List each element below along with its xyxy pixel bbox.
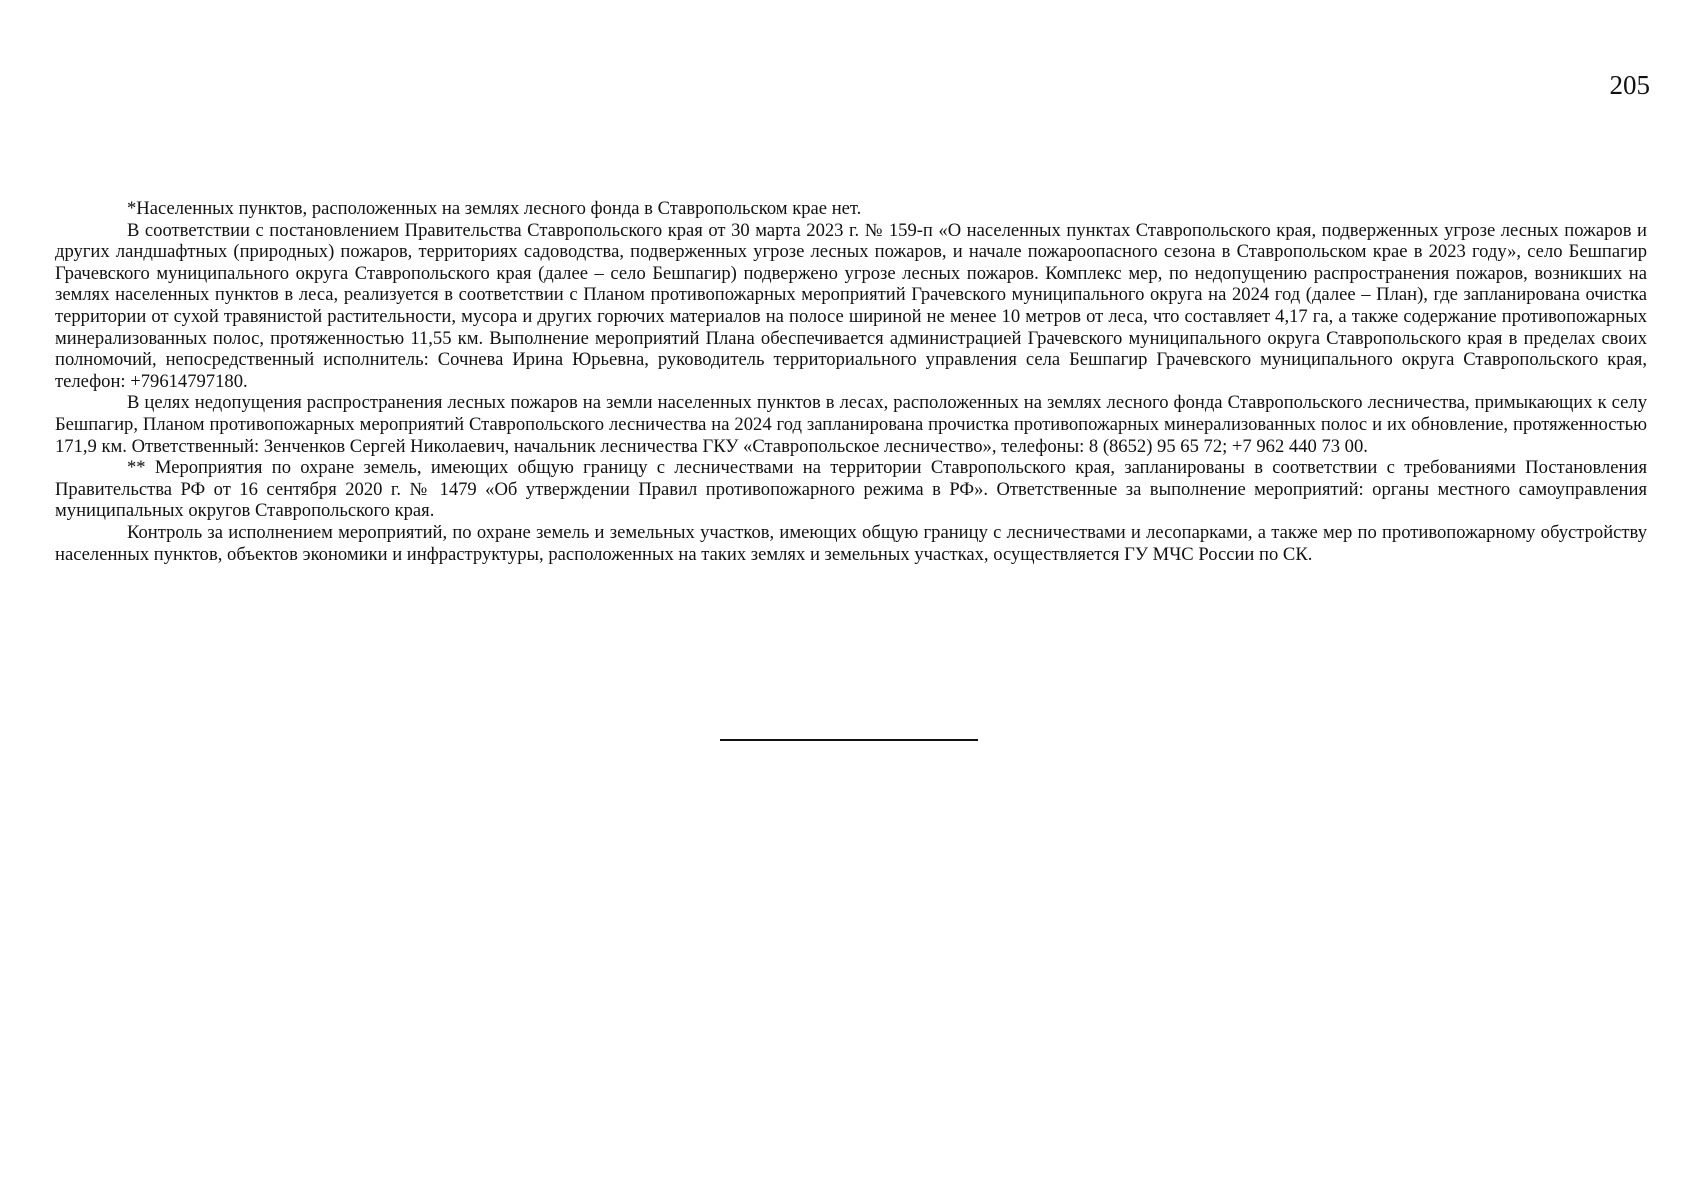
page-number: 205 xyxy=(1609,70,1650,100)
footnote-no-settlements: *Населенных пунктов, расположенных на землях лесного фонда в Ставропольском крае нет. xyxy=(127,198,862,219)
footnote-land-protection: ** Мероприятия по охране земель, имеющих общую границу с лесничествами на территории Ставропольского края, запланированы в соответствии с требованиями Постановления Правительства РФ от 16 сентября 2020 г. № 1479 «Об утверждении Правил противопожарного режима в РФ». Ответственные за выполнение мероприятий: органы местного самоуправления муниципальных округов Ставропольского края. xyxy=(55,457,1647,522)
document-body xyxy=(55,198,1647,565)
end-separator-line xyxy=(720,739,978,741)
paragraph-forestry-measures: В целях недопущения распространения лесных пожаров на земли населенных пунктов в лесах, расположенных на землях лесного фонда Ставропольского лесничества, примыкающих к селу Бешпагир, Планом противопожарных мероприятий Ставропольского лесничества на 2024 год запланирована прочистка противопожарных минерализованных полос и их обновление, протяженностью 171,9 км. Ответственный: Зенченков Сергей Николаевич, начальник лесничества ГКУ «Ставропольское лесничество», телефоны: 8 (8652) 95 65 72; +7 962 440 73 00. xyxy=(55,392,1647,457)
paragraph-control: Контроль за исполнением мероприятий, по охране земель и земельных участков, имеющих общую границу с лесничествами и лесопарками, а также мер по противопожарному обустройству населенных пунктов, объектов экономики и инфраструктуры, расположенных на таких землях и земельных участках, осуществляется ГУ МЧС России по СК. xyxy=(55,521,1647,565)
paragraph-beshpagir-fire-threat: В соответствии с постановлением Правительства Ставропольского края от 30 марта 2023 г. № 159-п «О населенных пунктах Ставропольского края, подверженных угрозе лесных пожаров и других ландшафтных (природных) пожаров, территориях садоводства, подверженных угрозе лесных пожаров, и начале пожароопасного сезона в Ставропольском крае в 2023 году», село Бешпагир Грачевского муниципального округа Ставропольского края (далее – село Бешпагир) подвержено угрозе лесных пожаров. Комплекс мер, по недопущению распространения пожаров, возникших на землях населенных пунктов в леса, реализуется в соответствии с Планом противопожарных мероприятий Грачевского муниципального округа на 2024 год (далее – План), где запланирована очистка территории от сухой травянистой растительности, мусора и других горючих материалов на полосе шириной не менее 10 метров от леса, что составляет 4,17 га, а также содержание противопожарных минерализованных полос, протяженностью 11,55 км. Выполнение мероприятий Плана обеспечивается администрацией Грачевского муниципального округа Ставропольского края в пределах своих полномочий, непосредственный исполнитель: Сочнева Ирина Юрьевна, руководитель территориального управления села Бешпагир Грачевского муниципального округа Ставропольского края, телефон: +79614797180. xyxy=(55,219,1647,392)
